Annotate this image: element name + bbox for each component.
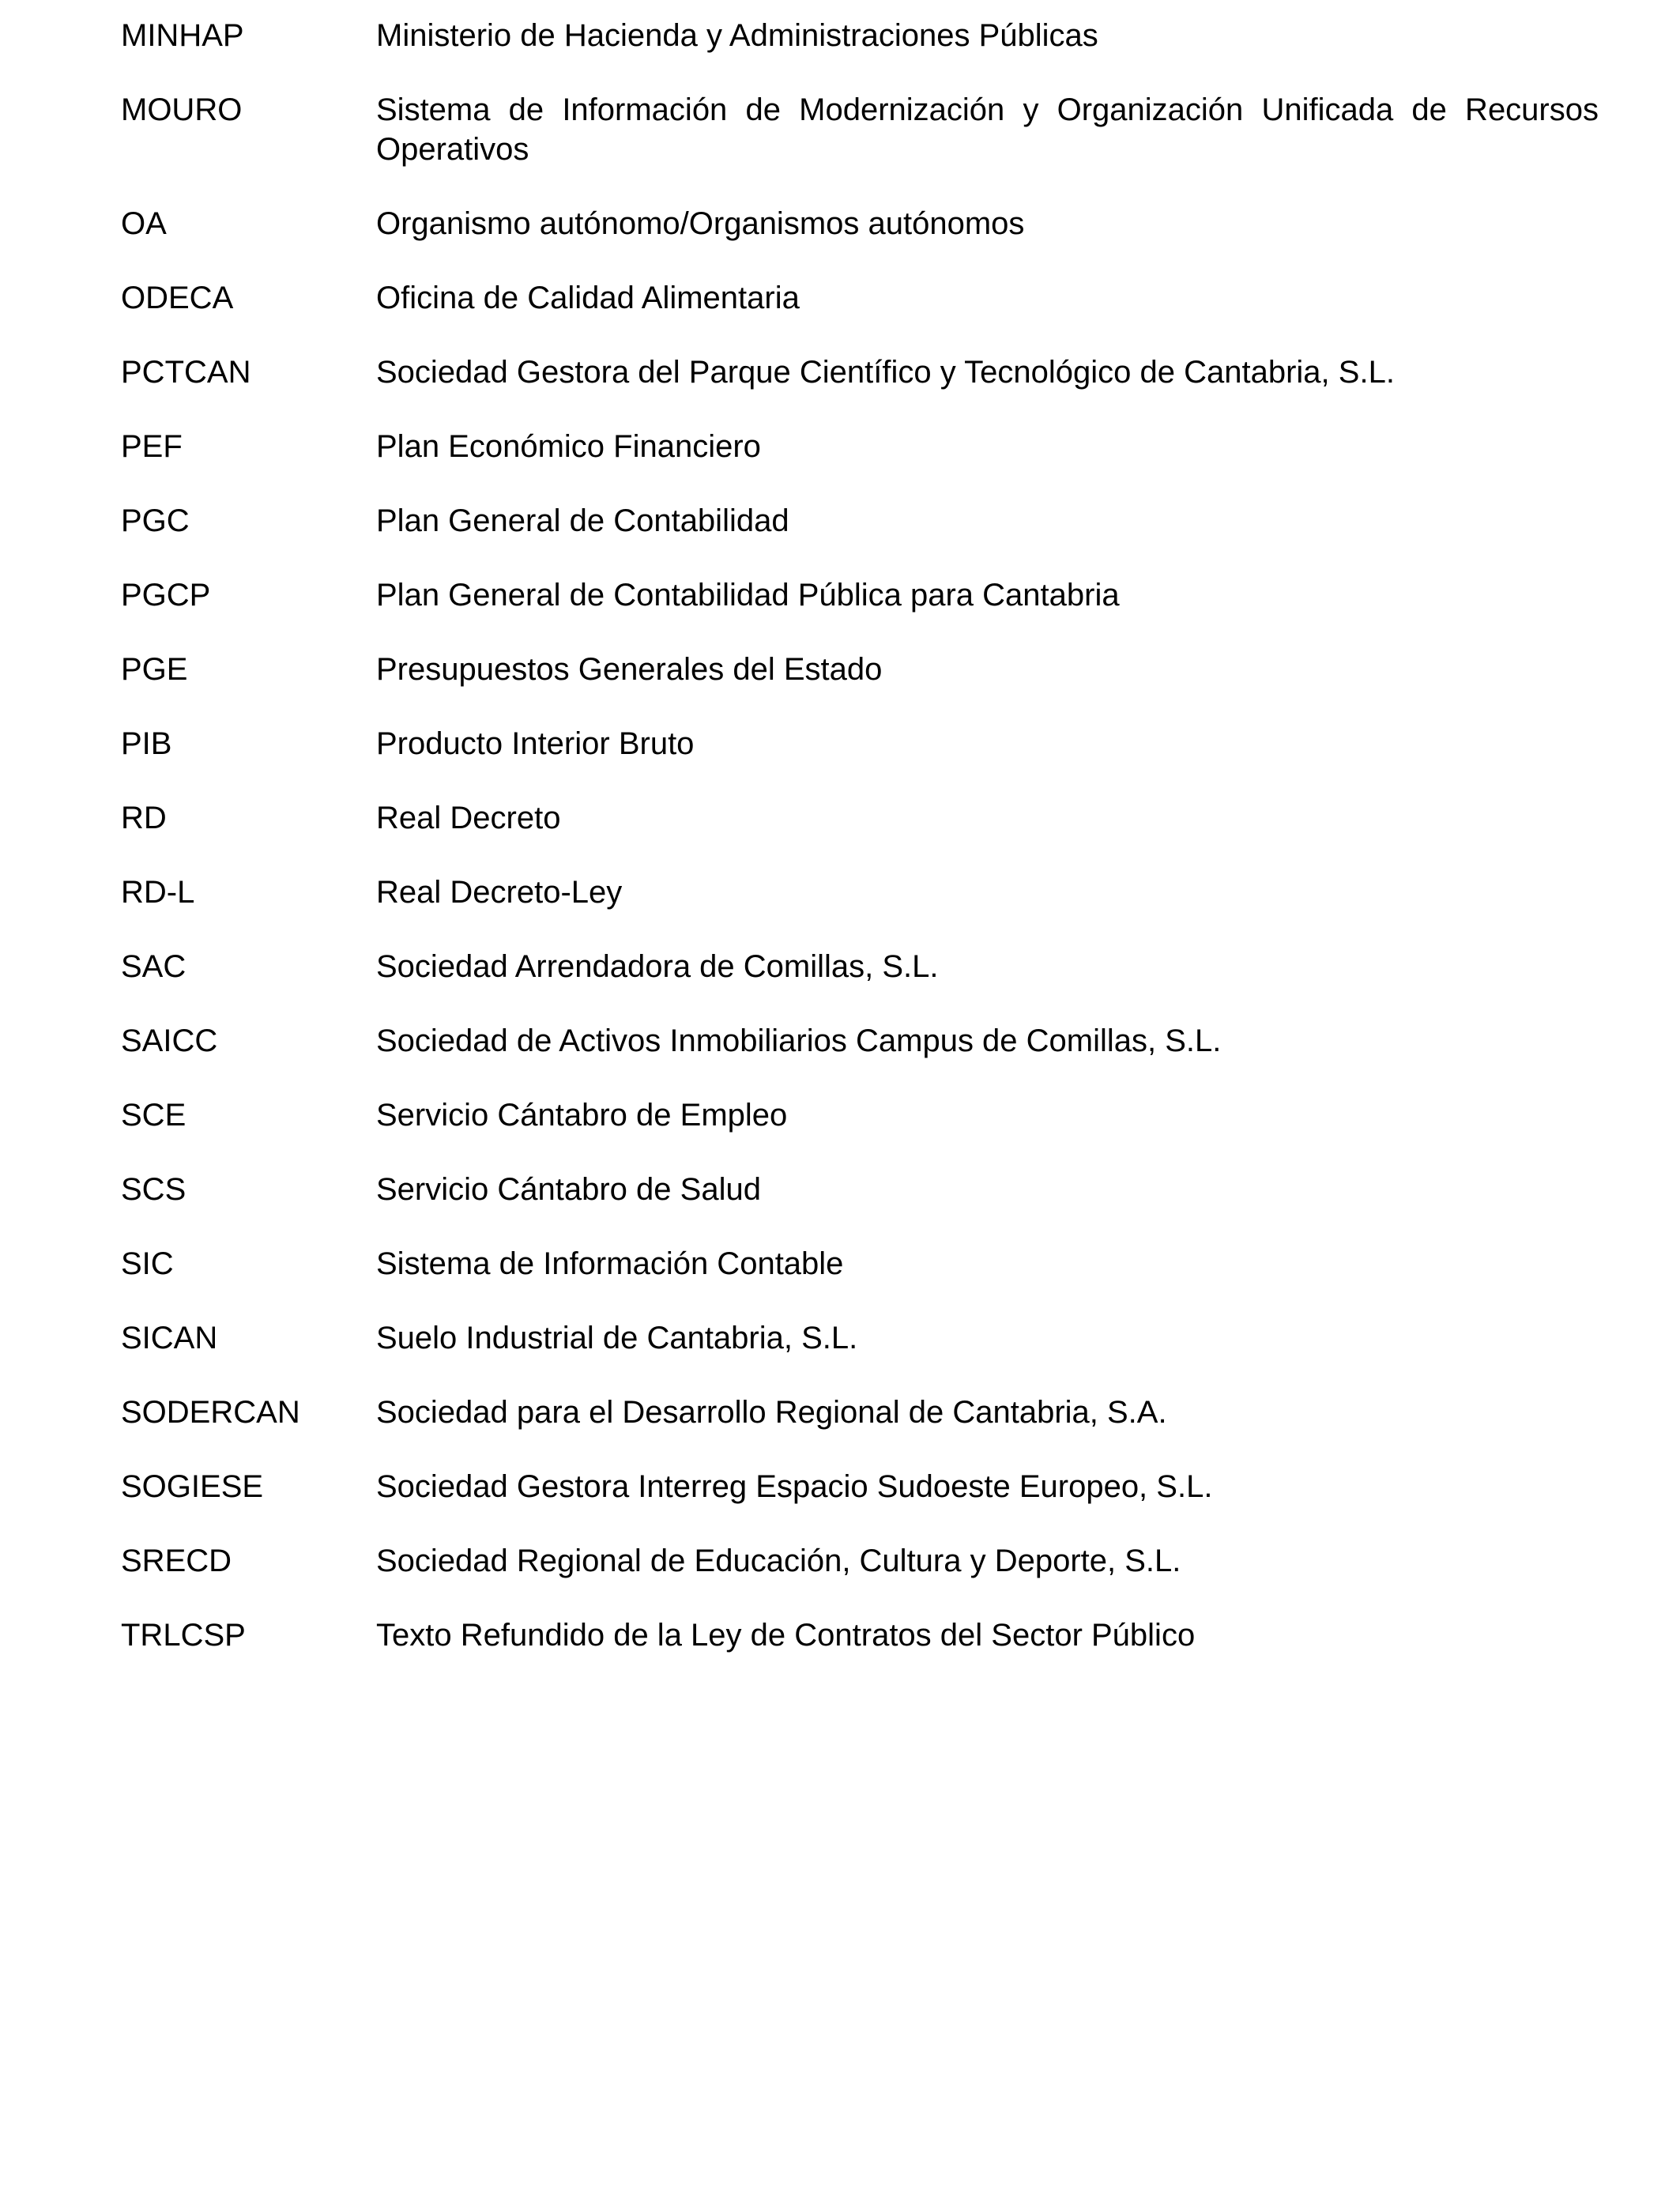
definition: Servicio Cántabro de Salud	[376, 1172, 761, 1207]
definition: Suelo Industrial de Cantabria, S.L.	[376, 1321, 858, 1355]
glossary-entry	[121, 1541, 1599, 1581]
glossary-entry	[121, 1244, 1599, 1284]
definition: Sociedad Arrendadora de Comillas, S.L.	[376, 949, 939, 984]
glossary-entry	[121, 1095, 1599, 1135]
glossary-entry	[121, 1393, 1599, 1432]
abbreviation: ODECA	[121, 281, 234, 315]
abbreviation: RD-L	[121, 875, 195, 910]
glossary-entry	[121, 90, 1599, 169]
abbreviation: SODERCAN	[121, 1395, 300, 1430]
definition: Producto Interior Bruto	[376, 726, 695, 761]
abbreviation: SCE	[121, 1098, 186, 1133]
abbreviation: SOGIESE	[121, 1469, 264, 1504]
abbreviation: OA	[121, 206, 167, 241]
definition: Texto Refundido de la Ley de Contratos del Sector Público	[376, 1618, 1196, 1653]
abbreviation: PGCP	[121, 578, 211, 613]
abbreviation: PIB	[121, 726, 172, 761]
glossary-entry	[121, 278, 1599, 318]
definition: Organismo autónomo/Organismos autónomos	[376, 206, 1025, 241]
glossary-entry	[121, 724, 1599, 763]
glossary-entry	[121, 16, 1599, 55]
abbreviation: SAC	[121, 949, 186, 984]
glossary-entry	[121, 204, 1599, 243]
glossary-entry	[121, 427, 1599, 466]
definition: Sociedad de Activos Inmobiliarios Campus de Comillas, S.L.	[376, 1023, 1222, 1058]
glossary-entry	[121, 1615, 1599, 1655]
definition: Sistema de Información de Modernización y Organización Unificada de Recursos Operativos	[376, 92, 1599, 167]
abbreviation: PCTCAN	[121, 355, 251, 390]
abbreviation: SCS	[121, 1172, 186, 1207]
definition: Oficina de Calidad Alimentaria	[376, 281, 800, 315]
abbreviation: PGC	[121, 503, 190, 538]
glossary-entry	[121, 947, 1599, 986]
definition: Real Decreto-Ley	[376, 875, 623, 910]
abbreviation: MOURO	[121, 92, 243, 127]
glossary-entry	[121, 650, 1599, 689]
abbreviation: SAICC	[121, 1023, 218, 1058]
glossary-entry	[121, 1021, 1599, 1061]
definition: Sociedad Gestora Interreg Espacio Sudoeste Europeo, S.L.	[376, 1469, 1213, 1504]
glossary-entry	[121, 1467, 1599, 1506]
definition: Sociedad Gestora del Parque Científico y Tecnológico de Cantabria, S.L.	[376, 355, 1395, 390]
definition: Plan Económico Financiero	[376, 429, 761, 464]
abbreviation: SIC	[121, 1246, 174, 1281]
abbreviation: SICAN	[121, 1321, 218, 1355]
definition: Sistema de Información Contable	[376, 1246, 844, 1281]
abbreviations-list	[121, 16, 1599, 1690]
glossary-entry	[121, 798, 1599, 838]
glossary-entry	[121, 575, 1599, 615]
definition: Presupuestos Generales del Estado	[376, 652, 883, 687]
abbreviation: RD	[121, 801, 167, 835]
abbreviation: MINHAP	[121, 18, 244, 53]
abbreviation: TRLCSP	[121, 1618, 246, 1653]
abbreviation: SRECD	[121, 1544, 232, 1578]
definition: Real Decreto	[376, 801, 561, 835]
definition: Servicio Cántabro de Empleo	[376, 1098, 788, 1133]
definition: Plan General de Contabilidad Pública para Cantabria	[376, 578, 1120, 613]
abbreviation: PEF	[121, 429, 183, 464]
definition: Plan General de Contabilidad	[376, 503, 789, 538]
definition: Sociedad para el Desarrollo Regional de Cantabria, S.A.	[376, 1395, 1167, 1430]
abbreviation: PGE	[121, 652, 188, 687]
glossary-entry	[121, 1318, 1599, 1358]
glossary-entry	[121, 873, 1599, 912]
glossary-entry	[121, 352, 1599, 392]
definition: Ministerio de Hacienda y Administraciones Públicas	[376, 18, 1098, 53]
glossary-entry	[121, 1170, 1599, 1209]
glossary-entry	[121, 501, 1599, 541]
definition: Sociedad Regional de Educación, Cultura y Deporte, S.L.	[376, 1544, 1181, 1578]
